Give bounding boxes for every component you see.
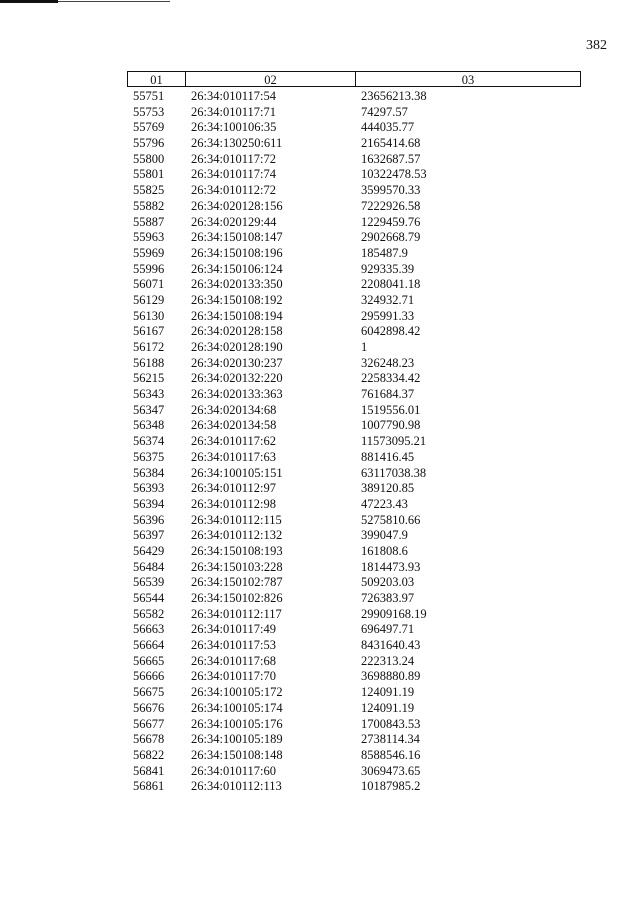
table-row <box>127 466 581 482</box>
cadastral-number-cell: 26:34:100105:172 <box>191 685 283 700</box>
row-number-cell: 56841 <box>133 763 165 778</box>
cadastral-number-cell: 26:34:150108:196 <box>191 245 283 260</box>
cadastral-number-cell: 26:34:150103:228 <box>191 559 283 574</box>
value-cell: 29909168.19 <box>361 606 427 621</box>
cadastral-number-cell: 26:34:010117:49 <box>191 622 276 637</box>
page-number: 382 <box>586 38 607 53</box>
table-row <box>127 622 581 638</box>
value-cell: 761684.37 <box>361 387 415 402</box>
value-cell: 326248.23 <box>361 355 415 370</box>
value-cell: 74297.57 <box>361 104 408 119</box>
row-number-cell: 56678 <box>133 732 165 747</box>
value-cell: 324932.71 <box>361 292 415 307</box>
table-row <box>127 434 581 450</box>
table-row <box>127 215 581 231</box>
value-cell: 3698880.89 <box>361 669 421 684</box>
table-row <box>127 136 581 152</box>
row-number-cell: 56484 <box>133 559 165 574</box>
cadastral-number-cell: 26:34:020133:350 <box>191 277 283 292</box>
value-cell: 1007790.98 <box>361 418 421 433</box>
table-row <box>127 513 581 529</box>
cadastral-number-cell: 26:34:010117:72 <box>191 151 276 166</box>
table-row <box>127 638 581 654</box>
table-row <box>127 450 581 466</box>
value-cell: 1632687.57 <box>361 151 421 166</box>
table-body <box>127 89 581 795</box>
value-cell: 3599570.33 <box>361 183 421 198</box>
table-row <box>127 387 581 403</box>
table-row <box>127 199 581 215</box>
cadastral-number-cell: 26:34:150102:787 <box>191 575 283 590</box>
row-number-cell: 55751 <box>133 89 165 103</box>
row-number-cell: 56215 <box>133 371 165 386</box>
value-cell: 929335.39 <box>361 261 415 276</box>
value-cell: 1229459.76 <box>361 214 421 229</box>
cadastral-number-cell: 26:34:150108:148 <box>191 747 283 762</box>
row-number-cell: 56676 <box>133 700 165 715</box>
table-row <box>127 748 581 764</box>
value-cell: 8431640.43 <box>361 638 421 653</box>
row-number-cell: 56822 <box>133 747 165 762</box>
cadastral-number-cell: 26:34:010112:98 <box>191 496 276 511</box>
cadastral-number-cell: 26:34:150108:193 <box>191 543 283 558</box>
table-row <box>127 246 581 262</box>
cadastral-number-cell: 26:34:020134:58 <box>191 418 277 433</box>
cadastral-number-cell: 26:34:020128:156 <box>191 198 283 213</box>
top-rule-thick <box>0 0 58 3</box>
table-row <box>127 120 581 136</box>
table-row <box>127 293 581 309</box>
table-row <box>127 717 581 733</box>
table-row <box>127 732 581 748</box>
table-row <box>127 403 581 419</box>
table-row <box>127 528 581 544</box>
row-number-cell: 56397 <box>133 528 165 543</box>
row-number-cell: 55769 <box>133 120 165 135</box>
table-row <box>127 607 581 623</box>
top-rule-thin <box>58 1 170 2</box>
cadastral-number-cell: 26:34:010112:132 <box>191 528 283 543</box>
cadastral-number-cell: 26:34:010112:72 <box>191 183 276 198</box>
value-cell: 23656213.38 <box>361 89 427 103</box>
row-number-cell: 56665 <box>133 653 165 668</box>
table-row <box>127 591 581 607</box>
row-number-cell: 55800 <box>133 151 165 166</box>
row-number-cell: 56429 <box>133 543 165 558</box>
value-cell: 881416.45 <box>361 449 415 464</box>
row-number-cell: 55969 <box>133 245 165 260</box>
cadastral-number-cell: 26:34:010117:74 <box>191 167 276 182</box>
value-cell: 10322478.53 <box>361 167 427 182</box>
row-number-cell: 56172 <box>133 340 165 354</box>
table-row <box>127 371 581 387</box>
column-header-03: 03 <box>461 73 475 87</box>
cadastral-number-cell: 26:34:150108:194 <box>191 308 283 323</box>
data-table <box>127 71 581 795</box>
cadastral-number-cell: 26:34:100105:176 <box>191 716 283 731</box>
cadastral-number-cell: 26:34:010117:53 <box>191 638 276 653</box>
table-row <box>127 89 581 105</box>
value-cell: 10187985.2 <box>361 779 421 794</box>
table-row <box>127 309 581 325</box>
row-number-cell: 56663 <box>133 622 165 637</box>
row-number-cell: 56375 <box>133 449 165 464</box>
value-cell: 185487.9 <box>361 245 408 260</box>
value-cell: 2208041.18 <box>361 277 421 292</box>
cadastral-number-cell: 26:34:010112:117 <box>191 606 282 621</box>
value-cell: 726383.97 <box>361 591 415 605</box>
value-cell: 696497.71 <box>361 622 415 637</box>
table-row <box>127 669 581 685</box>
row-number-cell: 56396 <box>133 512 165 527</box>
cadastral-number-cell: 26:34:020128:158 <box>191 324 283 339</box>
row-number-cell: 56188 <box>133 355 165 370</box>
cadastral-number-cell: 26:34:130250:611 <box>191 136 283 151</box>
value-cell: 63117038.38 <box>361 465 427 480</box>
row-number-cell: 56129 <box>133 292 165 307</box>
value-cell: 444035.77 <box>361 120 415 135</box>
row-number-cell: 55796 <box>133 136 165 151</box>
row-number-cell: 56348 <box>133 418 165 433</box>
table-row <box>127 340 581 356</box>
value-cell: 8588546.16 <box>361 747 421 762</box>
table-row <box>127 544 581 560</box>
row-number-cell: 56539 <box>133 575 165 590</box>
cadastral-number-cell: 26:34:010117:60 <box>191 763 276 778</box>
table-row <box>127 105 581 121</box>
row-number-cell: 56130 <box>133 308 165 323</box>
value-cell: 1519556.01 <box>361 402 421 417</box>
cadastral-number-cell: 26:34:100105:174 <box>191 700 283 715</box>
row-number-cell: 56384 <box>133 465 165 480</box>
value-cell: 222313.24 <box>361 653 415 668</box>
value-cell: 3069473.65 <box>361 763 421 778</box>
row-number-cell: 56544 <box>133 591 165 605</box>
value-cell: 2902668.79 <box>361 230 421 245</box>
row-number-cell: 55996 <box>133 261 165 276</box>
row-number-cell: 56167 <box>133 324 165 339</box>
cadastral-number-cell: 26:34:020128:190 <box>191 340 283 354</box>
table-row <box>127 324 581 340</box>
cadastral-number-cell: 26:34:100106:35 <box>191 120 277 135</box>
value-cell: 389120.85 <box>361 481 415 496</box>
value-cell: 509203.03 <box>361 575 415 590</box>
table-row <box>127 481 581 497</box>
table-row <box>127 685 581 701</box>
row-number-cell: 56677 <box>133 716 165 731</box>
value-cell: 124091.19 <box>361 685 415 700</box>
value-cell: 161808.6 <box>361 543 408 558</box>
table-row <box>127 497 581 513</box>
cadastral-number-cell: 26:34:010112:97 <box>191 481 276 496</box>
table-row <box>127 356 581 372</box>
row-number-cell: 56664 <box>133 638 165 653</box>
cadastral-number-cell: 26:34:010117:62 <box>191 434 276 449</box>
cadastral-number-cell: 26:34:150108:192 <box>191 292 283 307</box>
value-cell: 2738114.34 <box>361 732 420 747</box>
value-cell: 7222926.58 <box>361 198 421 213</box>
row-number-cell: 56675 <box>133 685 165 700</box>
cadastral-number-cell: 26:34:020129:44 <box>191 214 277 229</box>
table-row <box>127 167 581 183</box>
cadastral-number-cell: 26:34:150102:826 <box>191 591 283 605</box>
row-number-cell: 55801 <box>133 167 165 182</box>
row-number-cell: 56861 <box>133 779 165 794</box>
row-number-cell: 55753 <box>133 104 165 119</box>
row-number-cell: 56374 <box>133 434 165 449</box>
row-number-cell: 56347 <box>133 402 165 417</box>
cadastral-number-cell: 26:34:150108:147 <box>191 230 283 245</box>
value-cell: 2258334.42 <box>361 371 421 386</box>
cadastral-number-cell: 26:34:020130:237 <box>191 355 283 370</box>
value-cell: 1 <box>361 340 368 354</box>
row-number-cell: 55963 <box>133 230 165 245</box>
table-row <box>127 230 581 246</box>
column-header-01: 01 <box>128 72 186 86</box>
row-number-cell: 56071 <box>133 277 165 292</box>
row-number-cell: 55887 <box>133 214 165 229</box>
value-cell: 1700843.53 <box>361 716 421 731</box>
row-number-cell: 55882 <box>133 198 165 213</box>
cadastral-number-cell: 26:34:020132:220 <box>191 371 283 386</box>
table-row <box>127 560 581 576</box>
row-number-cell: 56394 <box>133 496 165 511</box>
value-cell: 47223.43 <box>361 496 408 511</box>
value-cell: 2165414.68 <box>361 136 421 151</box>
table-row <box>127 152 581 168</box>
value-cell: 6042898.42 <box>361 324 421 339</box>
table-header <box>127 71 581 87</box>
value-cell: 124091.19 <box>361 700 415 715</box>
top-rule <box>0 0 170 4</box>
value-cell: 1814473.93 <box>361 559 421 574</box>
cadastral-number-cell: 26:34:010112:113 <box>191 779 282 794</box>
cadastral-number-cell: 26:34:010117:68 <box>191 653 276 668</box>
cadastral-number-cell: 26:34:150106:124 <box>191 261 283 276</box>
value-cell: 399047.9 <box>361 528 408 543</box>
table-row <box>127 183 581 199</box>
value-cell: 11573095.21 <box>361 434 427 449</box>
cadastral-number-cell: 26:34:010112:115 <box>191 512 282 527</box>
cadastral-number-cell: 26:34:010117:71 <box>191 104 276 119</box>
cadastral-number-cell: 26:34:020133:363 <box>191 387 283 402</box>
table-row <box>127 764 581 780</box>
table-row <box>127 575 581 591</box>
table-row <box>127 277 581 293</box>
table-row <box>127 262 581 278</box>
row-number-cell: 56582 <box>133 606 165 621</box>
cadastral-number-cell: 26:34:100105:151 <box>191 465 283 480</box>
cadastral-number-cell: 26:34:020134:68 <box>191 402 277 417</box>
cadastral-number-cell: 26:34:100105:189 <box>191 732 283 747</box>
table-row <box>127 779 581 795</box>
column-header-02: 02 <box>186 72 356 86</box>
row-number-cell: 56666 <box>133 669 165 684</box>
cadastral-number-cell: 26:34:010117:63 <box>191 449 276 464</box>
table-row <box>127 701 581 717</box>
table-row <box>127 418 581 434</box>
row-number-cell: 56343 <box>133 387 165 402</box>
value-cell: 295991.33 <box>361 308 415 323</box>
row-number-cell: 56393 <box>133 481 165 496</box>
cadastral-number-cell: 26:34:010117:54 <box>191 89 276 103</box>
value-cell: 5275810.66 <box>361 512 421 527</box>
cadastral-number-cell: 26:34:010117:70 <box>191 669 276 684</box>
table-row <box>127 654 581 670</box>
row-number-cell: 55825 <box>133 183 165 198</box>
